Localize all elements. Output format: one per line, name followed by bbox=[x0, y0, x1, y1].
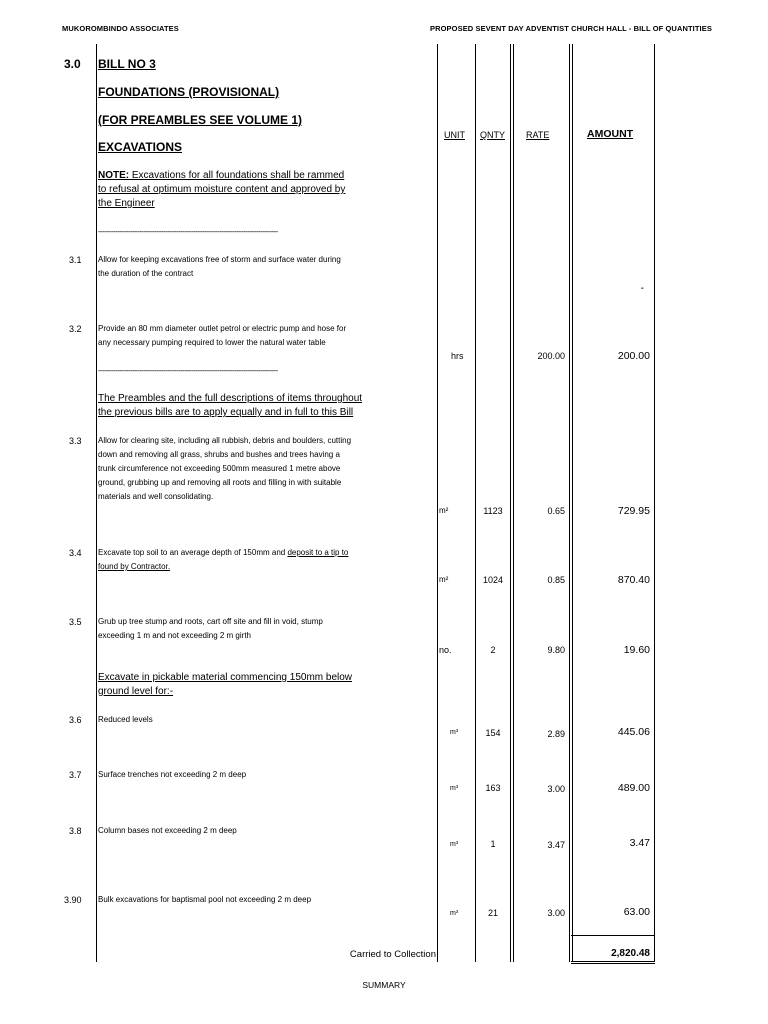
carried-total: 2,820.48 bbox=[611, 948, 650, 959]
item-qnty: 1123 bbox=[483, 506, 503, 516]
item-number: 3.3 bbox=[69, 436, 82, 446]
total-bottom-rule-1 bbox=[571, 961, 655, 962]
item-description-line: Grub up tree stump and roots, cart off site and fill in void, stump bbox=[98, 617, 323, 626]
item-rate: 0.65 bbox=[547, 506, 565, 516]
item-description-line: down and removing all grass, shrubs and bushes and trees having a bbox=[98, 450, 340, 459]
item-description: Column bases not exceeding 2 m deep bbox=[98, 826, 237, 835]
item-description-part: Excavate top soil to an average depth of 150mm and bbox=[98, 548, 288, 557]
item-amount: 870.40 bbox=[617, 574, 650, 586]
item-qnty: 163 bbox=[485, 783, 501, 793]
item-rate: 3.47 bbox=[547, 840, 565, 850]
note-text-1: Excavations for all foundations shall be rammed bbox=[129, 170, 345, 181]
unit-column-header: UNIT bbox=[444, 130, 465, 140]
item-amount: 19.60 bbox=[623, 644, 650, 656]
item-description-line bbox=[98, 546, 348, 560]
item-qnty: 1 bbox=[490, 839, 496, 849]
item-rate: 3.00 bbox=[547, 908, 565, 918]
section-heading: EXCAVATIONS bbox=[98, 140, 183, 154]
item-number: 3.6 bbox=[69, 715, 82, 725]
item-description-line: ground, grubbing up and removing all roots and filling in with suitable bbox=[98, 478, 342, 487]
pickable-line: Excavate in pickable material commencing 150mm below bbox=[98, 672, 353, 683]
pickable-material-note bbox=[98, 671, 352, 699]
item-description-line: any necessary pumping required to lower the natural water table bbox=[98, 338, 326, 347]
separator-dashes-2: ----------------------------------------------------------------------------------- bbox=[98, 366, 278, 375]
bill-number: 3.0 bbox=[64, 57, 81, 71]
item-unit: no. bbox=[439, 645, 452, 655]
item-amount: 489.00 bbox=[617, 782, 650, 794]
item-description-line: exceeding 1 m and not exceeding 2 m girth bbox=[98, 631, 251, 640]
total-top-rule bbox=[571, 935, 655, 936]
item-qnty: 1024 bbox=[482, 575, 504, 585]
item-rate: 0.85 bbox=[547, 575, 565, 585]
item-number: 3.8 bbox=[69, 826, 82, 836]
item-rate: 200.00 bbox=[537, 351, 565, 361]
carried-to-collection-label: Carried to Collection bbox=[349, 949, 436, 960]
rate-column-line-a bbox=[510, 44, 511, 962]
item-description-part: deposit to a tip to bbox=[287, 548, 349, 557]
qnty-column-header: QNTY bbox=[480, 130, 506, 140]
preambles-line: The Preambles and the full descriptions of items throughout bbox=[98, 393, 363, 404]
item-description bbox=[98, 546, 348, 574]
note-line-2: to refusal at optimum moisture content and approved by bbox=[98, 184, 346, 195]
item-number: 3.4 bbox=[69, 548, 82, 558]
item-description bbox=[98, 434, 351, 504]
item-unit: m³ bbox=[450, 729, 459, 736]
rate-column-header: RATE bbox=[526, 130, 550, 140]
preamble-reference: (FOR PREAMBLES SEE VOLUME 1) bbox=[98, 113, 303, 127]
pickable-line: ground level for:- bbox=[98, 686, 174, 697]
note-line-1 bbox=[98, 169, 433, 183]
page-footer: SUMMARY bbox=[362, 980, 406, 990]
item-description-line: Allow for clearing site, including all rubbish, debris and boulders, cutting bbox=[98, 436, 352, 445]
unit-column-line bbox=[437, 44, 438, 962]
item-number: 3.90 bbox=[64, 895, 82, 905]
amount-column-right-line bbox=[654, 44, 655, 962]
item-description bbox=[98, 322, 346, 350]
item-unit: hrs bbox=[451, 351, 464, 361]
item-description bbox=[98, 253, 341, 281]
item-unit: m² bbox=[439, 575, 449, 584]
item-number: 3.2 bbox=[69, 324, 82, 334]
item-description-line: trunk circumference not exceeding 500mm measured 1 metre above bbox=[98, 464, 341, 473]
item-description: Bulk excavations for baptismal pool not exceeding 2 m deep bbox=[98, 895, 312, 904]
item-unit: m³ bbox=[450, 841, 459, 848]
item-number: 3.5 bbox=[69, 617, 82, 627]
firm-name: MUKOROMBINDO ASSOCIATES bbox=[62, 24, 179, 33]
item-amount: 445.06 bbox=[617, 726, 650, 738]
amount-column-line-b bbox=[572, 44, 573, 962]
item-amount: - bbox=[640, 282, 644, 294]
item-description bbox=[98, 615, 323, 643]
item-unit: m² bbox=[439, 506, 449, 515]
item-amount: 729.95 bbox=[617, 505, 650, 517]
item-rate: 3.00 bbox=[547, 784, 565, 794]
item-description-line: Allow for keeping excavations free of storm and surface water during bbox=[98, 255, 341, 264]
bill-title: BILL NO 3 bbox=[98, 57, 156, 71]
item-number: 3.7 bbox=[69, 770, 82, 780]
qnty-column-line bbox=[475, 44, 476, 962]
note-block bbox=[98, 169, 433, 211]
item-description-line: materials and well consolidating. bbox=[98, 492, 214, 501]
note-line-3: the Engineer bbox=[98, 198, 155, 209]
item-rate: 9.80 bbox=[547, 645, 565, 655]
item-description-line: Provide an 80 mm diameter outlet petrol or electric pump and hose for bbox=[98, 324, 347, 333]
separator-dashes-1: ----------------------------------------------------------------------------------- bbox=[98, 227, 278, 236]
item-description: Surface trenches not exceeding 2 m deep bbox=[98, 770, 247, 779]
preambles-note bbox=[98, 392, 362, 420]
item-qnty: 154 bbox=[485, 728, 501, 738]
document-title: PROPOSED SEVENT DAY ADVENTIST CHURCH HALL - BILL OF QUANTITIES bbox=[430, 24, 712, 33]
amount-column-line-a bbox=[569, 44, 570, 962]
item-number: 3.1 bbox=[69, 255, 82, 265]
item-amount: 3.47 bbox=[629, 837, 650, 849]
item-description-line: found by Contractor. bbox=[98, 562, 171, 571]
item-amount: 63.00 bbox=[623, 906, 650, 918]
item-amount: 200.00 bbox=[617, 350, 650, 362]
item-unit: m³ bbox=[450, 910, 459, 917]
description-column-line bbox=[96, 44, 97, 962]
note-label: NOTE: bbox=[98, 170, 130, 181]
item-rate: 2.89 bbox=[547, 729, 565, 739]
amount-column-header: AMOUNT bbox=[587, 128, 634, 140]
rate-column-line-b bbox=[513, 44, 514, 962]
item-description: Reduced levels bbox=[98, 715, 153, 724]
total-bottom-rule-2 bbox=[571, 963, 655, 964]
item-qnty: 2 bbox=[490, 645, 496, 655]
item-unit: m³ bbox=[450, 785, 459, 792]
item-qnty: 21 bbox=[487, 908, 498, 918]
item-description-line: the duration of the contract bbox=[98, 269, 194, 278]
preambles-line: the previous bills are to apply equally and in full to this Bill bbox=[98, 407, 354, 418]
bill-subtitle: FOUNDATIONS (PROVISIONAL) bbox=[98, 85, 280, 99]
